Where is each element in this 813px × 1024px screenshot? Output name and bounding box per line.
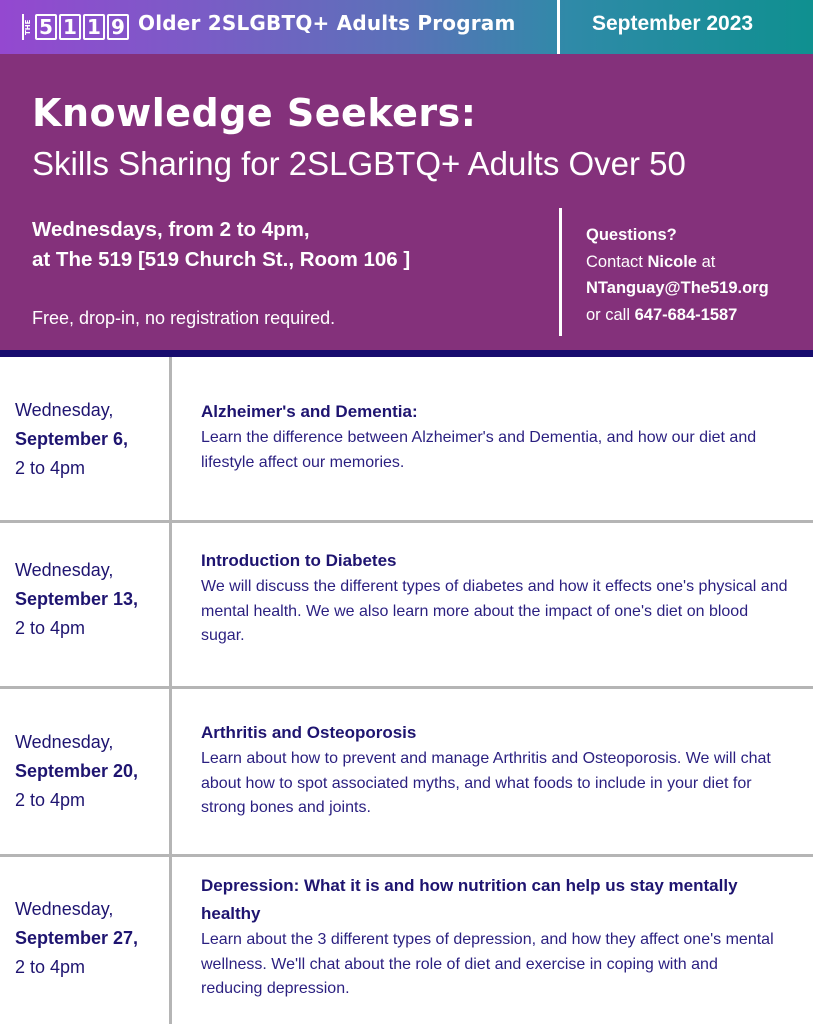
row-divider — [0, 520, 813, 523]
session-description: Learn about the 3 different types of depression, and how they affect one's mental wellness. We'll chat about the role of diet and exercise in coping with and reducing depression. — [201, 931, 774, 997]
contact-name: Nicole — [647, 252, 697, 271]
header-divider — [557, 0, 560, 54]
session-weekday: Wednesday, — [15, 560, 114, 580]
session-description: We will discuss the different types of diabetes and how it effects one's physical and mental health. We we also learn more about the impact of one's diet on blood sugar. — [201, 578, 788, 644]
session-date-cell — [15, 728, 138, 815]
row-divider — [0, 686, 813, 689]
session-title: Depression: What it is and how nutrition can help us stay mentally healthy — [201, 876, 738, 923]
session-description: Learn about how to prevent and manage Arthritis and Osteoporosis. We will chat about how to spot associated myths, and what foods to include in your diet for strong bones and joints. — [201, 750, 771, 816]
session-description: Learn the difference between Alzheimer's and Dementia, and how our diet and lifestyle affect our memories. — [201, 429, 757, 471]
page-subtitle: Skills Sharing for 2SLGBTQ+ Adults Over 50 — [32, 145, 686, 182]
logo-prefix: THE — [22, 14, 33, 40]
session-weekday: Wednesday, — [15, 400, 114, 420]
session-date: September 27, — [15, 928, 139, 948]
session-time: 2 to 4pm — [15, 957, 86, 977]
session-date: September 20, — [15, 761, 139, 781]
session-title: Introduction to Diabetes — [201, 551, 397, 570]
top-banner — [0, 0, 813, 54]
logo-digit: 9 — [107, 14, 129, 40]
session-time: 2 to 4pm — [15, 618, 86, 638]
month-label: September 2023 — [592, 12, 754, 35]
session-date-cell — [15, 396, 128, 483]
session-weekday: Wednesday, — [15, 732, 114, 752]
call-prefix: or call — [586, 305, 635, 324]
session-weekday: Wednesday, — [15, 899, 114, 919]
column-divider — [169, 357, 172, 1024]
session-schedule — [0, 357, 813, 1024]
session-topic-cell — [201, 398, 791, 475]
contact-divider — [559, 208, 562, 336]
contact-prefix: Contact — [586, 252, 648, 271]
logo-digit: 1 — [59, 14, 81, 40]
session-date: September 6, — [15, 429, 129, 449]
contact-phone[interactable]: 647-684-1587 — [634, 305, 738, 324]
program-title: Older 2SLGBTQ+ Adults Program — [138, 11, 516, 35]
schedule-time: Wednesdays, from 2 to 4pm, — [32, 218, 310, 241]
contact-email[interactable]: NTanguay@The519.org — [586, 279, 769, 297]
registration-note: Free, drop-in, no registration required. — [32, 308, 336, 328]
hero-section — [0, 54, 813, 350]
session-topic-cell — [201, 872, 781, 1002]
logo-digit: 5 — [35, 14, 57, 40]
section-divider-strip — [0, 350, 813, 357]
session-time: 2 to 4pm — [15, 790, 86, 810]
page-title: Knowledge Seekers: — [32, 91, 477, 135]
schedule-location: at The 519 [519 Church St., Room 106 ] — [32, 248, 411, 271]
session-date-cell — [15, 895, 138, 982]
session-title: Alzheimer's and Dementia: — [201, 402, 418, 421]
session-date: September 13, — [15, 589, 139, 609]
row-divider — [0, 854, 813, 857]
contact-heading: Questions? — [586, 226, 677, 244]
session-title: Arthritis and Osteoporosis — [201, 723, 417, 742]
logo-digit: 1 — [83, 14, 105, 40]
session-date-cell — [15, 556, 138, 643]
session-topic-cell — [201, 719, 791, 821]
contact-block — [586, 222, 769, 328]
contact-suffix: at — [696, 252, 716, 271]
session-time: 2 to 4pm — [15, 458, 86, 478]
session-topic-cell — [201, 547, 791, 649]
the-519-logo — [22, 13, 131, 41]
